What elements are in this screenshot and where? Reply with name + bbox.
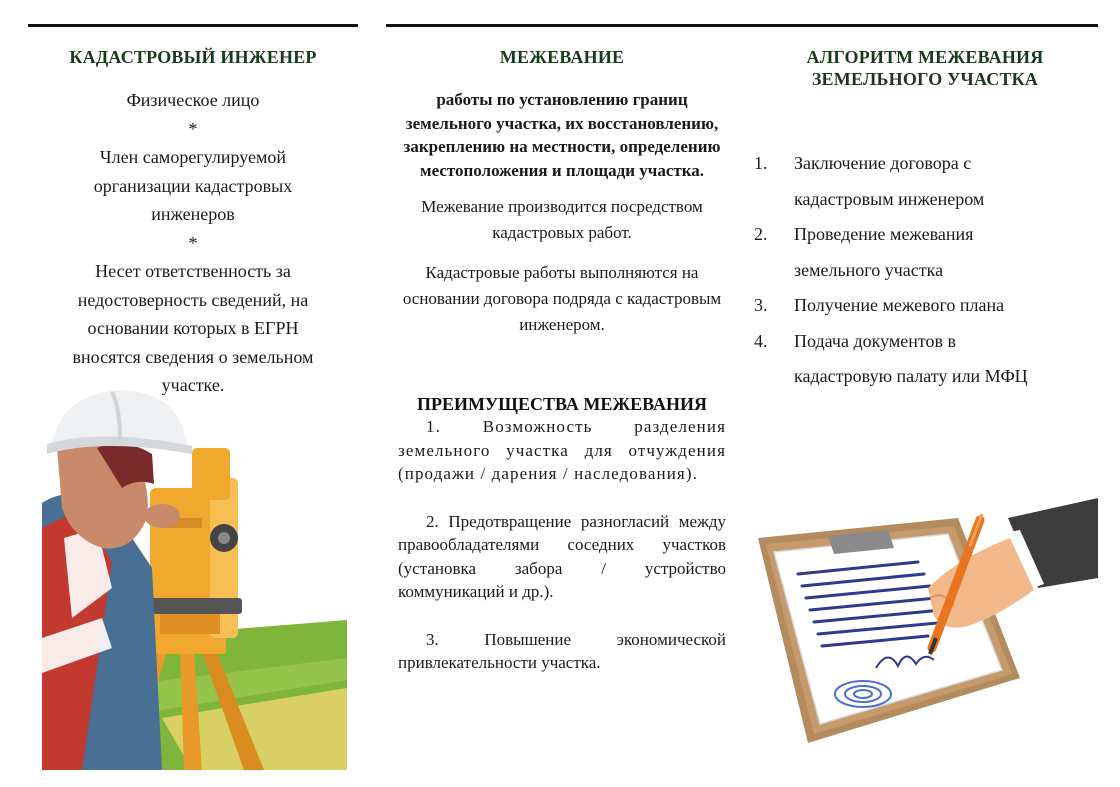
desc-line: Член саморегулируемой	[99, 147, 287, 167]
step-text: Получение межевого плана	[794, 295, 1005, 315]
surveyor-illustration	[42, 388, 347, 770]
land-survey-paragraph-2: Кадастровые работы выполняются на основании договора подряда с кадастровым инженером.	[402, 263, 722, 334]
step-number: 4.	[754, 330, 768, 351]
desc-line: организации кадастровых	[93, 175, 293, 196]
cadastral-engineer-description	[30, 86, 356, 400]
step-number: 3.	[754, 295, 768, 315]
land-survey-definition: работы по установлению границ земельного участка, их восстановлению, закреплению на местности, определению местоположения и площади участка.	[403, 90, 721, 180]
algorithm-title	[752, 46, 1098, 90]
step-text: кадастровым инженером	[794, 188, 985, 209]
surveyor-hand	[144, 504, 180, 528]
land-survey-paragraph-1: Межевание производится посредством кадастровых работ.	[421, 197, 703, 242]
algorithm-title-line-2: ЗЕМЕЛЬНОГО УЧАСТКА	[811, 69, 1039, 89]
column-survey-algorithm	[752, 46, 1098, 395]
step-text: Заключение договора с	[794, 153, 972, 173]
cadastral-engineer-title: КАДАСТРОВЫЙ ИНЖЕНЕР	[69, 47, 317, 67]
algorithm-step	[752, 217, 1098, 288]
asterisk-separator: *	[188, 118, 198, 139]
column-cadastral-engineer	[30, 46, 356, 400]
algorithm-step	[752, 324, 1098, 395]
algorithm-title-line-1: АЛГОРИТМ МЕЖЕВАНИЯ	[806, 47, 1044, 67]
desc-line: Несет ответственность за	[95, 261, 291, 281]
step-text: земельного участка	[794, 259, 944, 280]
step-number: 1.	[754, 153, 768, 173]
step-text: Подача документов в	[794, 330, 956, 351]
top-rule-left	[28, 24, 358, 27]
top-rule-right	[386, 24, 1098, 27]
contract-signing-illustration	[748, 498, 1098, 760]
desc-line: основании которых в ЕГРН	[87, 318, 299, 338]
advantages-list	[396, 415, 728, 675]
land-survey-title: МЕЖЕВАНИЕ	[499, 47, 625, 67]
desc-line: вносятся сведения о земельном	[72, 346, 314, 367]
step-text: кадастровую палату или МФЦ	[794, 366, 1028, 386]
advantages-title: ПРЕИМУЩЕСТВА МЕЖЕВАНИЯ	[416, 394, 708, 414]
advantage-item: 3. Повышение экономической привлекательности участка.	[398, 629, 726, 672]
asterisk-separator: *	[188, 232, 198, 253]
advantage-item: 1. Возможность разделения земельного участка для отчуждения (продажи / дарения / наследования).	[398, 417, 726, 483]
step-text: Проведение межевания	[794, 224, 974, 244]
desc-line: участке.	[161, 375, 225, 395]
desc-line: инженеров	[151, 204, 235, 224]
algorithm-steps	[752, 146, 1098, 395]
step-number: 2.	[754, 224, 768, 244]
desc-line: недостоверность сведений, на	[77, 289, 309, 310]
algorithm-step	[752, 146, 1098, 217]
advantage-item: 2. Предотвращение разногласий между правообладателями соседних участков (установка забора / устройство коммуникаций и др.).	[398, 511, 726, 601]
column-land-survey	[396, 46, 728, 675]
desc-line: Физическое лицо	[126, 90, 260, 110]
algorithm-step	[752, 288, 1098, 324]
